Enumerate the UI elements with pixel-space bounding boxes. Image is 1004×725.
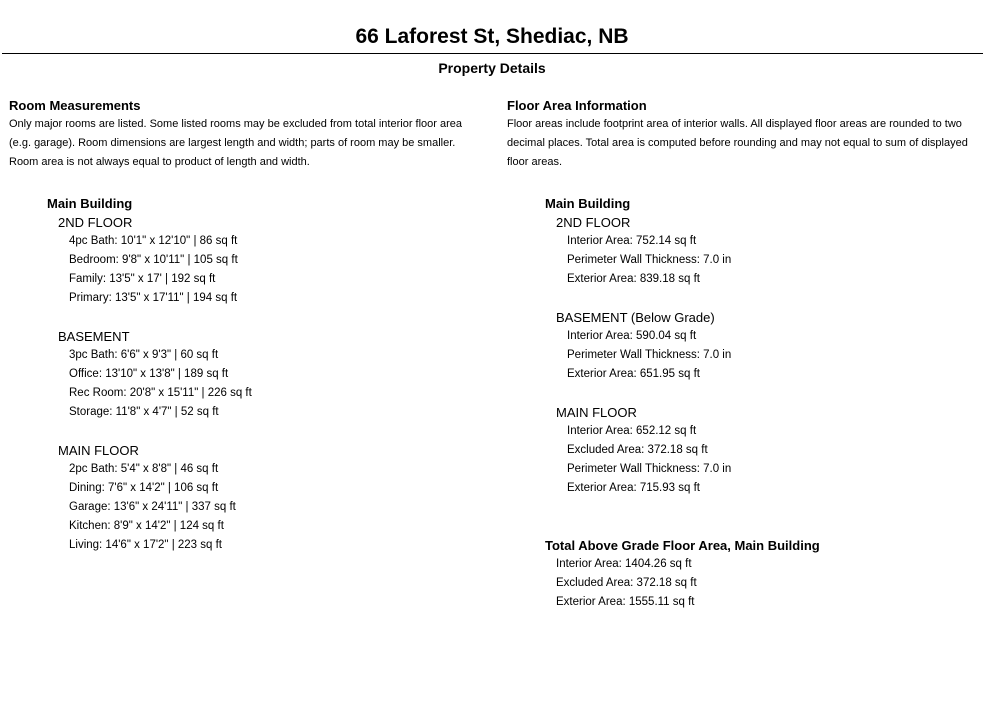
building-title: Main Building — [47, 196, 133, 211]
floor-area-section — [507, 97, 989, 612]
room-item: Office: 13'10" x 13'8" | 189 sq ft — [69, 368, 229, 380]
total-area-item: Exterior Area: 1555.11 sq ft — [556, 596, 695, 608]
title-divider — [2, 53, 983, 54]
room-item: 4pc Bath: 10'1" x 12'10" | 86 sq ft — [69, 235, 238, 247]
room-item: Rec Room: 20'8" x 15'11" | 226 sq ft — [69, 387, 252, 399]
room-item: Bedroom: 9'8" x 10'11" | 105 sq ft — [69, 254, 238, 266]
area-item: Exterior Area: 839.18 sq ft — [567, 273, 700, 285]
area-item: Excluded Area: 372.18 sq ft — [567, 444, 708, 456]
floor-name: BASEMENT — [58, 329, 130, 344]
area-floor-2nd — [556, 213, 989, 289]
total-area-title: Total Above Grade Floor Area, Main Building — [545, 538, 820, 553]
area-item: Exterior Area: 715.93 sq ft — [567, 482, 700, 494]
area-item: Perimeter Wall Thickness: 7.0 in — [567, 349, 732, 361]
page-title: 66 Laforest St, Shediac, NB — [355, 25, 629, 48]
floor-area-description: Floor areas include footprint area of interior walls. All displayed floor areas are rounded to two decimal places. Total area is computed before rounding and may not equal to sum of displayed floor areas. — [507, 118, 968, 168]
floor-name: 2ND FLOOR — [58, 215, 133, 230]
room-item: Primary: 13'5" x 17'11" | 194 sq ft — [69, 292, 238, 304]
room-item: Storage: 11'8" x 4'7" | 52 sq ft — [69, 406, 219, 418]
room-item: Kitchen: 8'9" x 14'2" | 124 sq ft — [69, 520, 224, 532]
room-item: 2pc Bath: 5'4" x 8'8" | 46 sq ft — [69, 463, 219, 475]
room-item: Living: 14'6" x 17'2" | 223 sq ft — [69, 539, 222, 551]
room-measurements-heading: Room Measurements — [9, 98, 141, 113]
floor-area-building — [545, 194, 989, 498]
page-subtitle: Property Details — [438, 60, 546, 76]
floor-basement — [58, 327, 484, 422]
floor-name: 2ND FLOOR — [556, 215, 631, 230]
floor-name: MAIN FLOOR — [556, 405, 637, 420]
room-measurements-section — [9, 97, 484, 555]
total-area-block — [545, 536, 989, 612]
area-item: Interior Area: 652.12 sq ft — [567, 425, 697, 437]
area-item: Interior Area: 752.14 sq ft — [567, 235, 697, 247]
total-area-item: Excluded Area: 372.18 sq ft — [556, 577, 697, 589]
area-item: Perimeter Wall Thickness: 7.0 in — [567, 254, 732, 266]
room-item: Family: 13'5" x 17' | 192 sq ft — [69, 273, 216, 285]
area-floor-basement — [556, 308, 989, 384]
room-measurements-building — [47, 194, 484, 555]
area-item: Interior Area: 590.04 sq ft — [567, 330, 697, 342]
building-title: Main Building — [545, 196, 631, 211]
floor-name: MAIN FLOOR — [58, 443, 139, 458]
total-area-item: Interior Area: 1404.26 sq ft — [556, 558, 692, 570]
area-item: Perimeter Wall Thickness: 7.0 in — [567, 463, 732, 475]
room-item: Garage: 13'6" x 24'11" | 337 sq ft — [69, 501, 236, 513]
area-floor-main — [556, 403, 989, 498]
floor-main — [58, 441, 484, 555]
room-item: Dining: 7'6" x 14'2" | 106 sq ft — [69, 482, 219, 494]
area-item: Exterior Area: 651.95 sq ft — [567, 368, 700, 380]
floor-area-heading: Floor Area Information — [507, 98, 647, 113]
room-measurements-description: Only major rooms are listed. Some listed rooms may be excluded from total interior floor area (e.g. garage). Room dimensions are largest length and width; parts of room may be smaller. Room area is not always equal to product of length and width. — [9, 118, 463, 168]
floor-2nd — [58, 213, 484, 308]
room-item: 3pc Bath: 6'6" x 9'3" | 60 sq ft — [69, 349, 219, 361]
floor-name: BASEMENT (Below Grade) — [556, 310, 715, 325]
